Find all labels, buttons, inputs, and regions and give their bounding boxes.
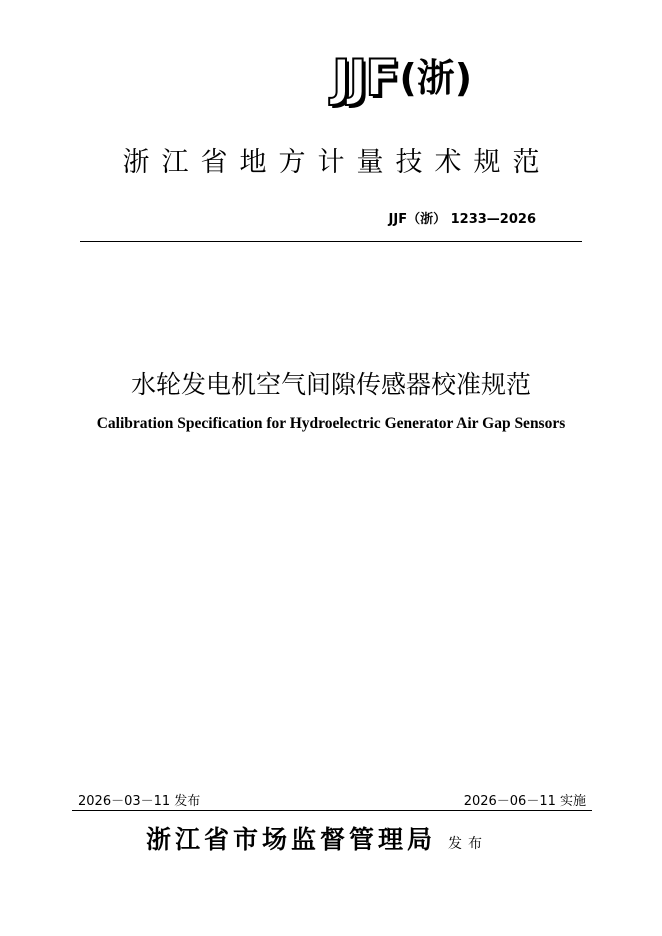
publisher-action: 发布 (448, 836, 489, 852)
document-title-zh: 水轮发电机空气间隙传感器校准规范 (130, 370, 531, 399)
logo-suffix: (浙) (399, 56, 473, 100)
footer-divider (72, 810, 592, 811)
issue-date: 2026－03－11 发布 (78, 794, 201, 809)
standard-code: JJF（浙） 1233—2026 (388, 212, 536, 227)
header-divider (80, 241, 582, 242)
standard-series-title: 浙江省地方计量技术规范 (122, 147, 552, 178)
jjf-logo (332, 50, 472, 106)
logo-mark: JJF (332, 49, 398, 107)
publisher-line (146, 820, 488, 856)
implementation-date: 2026－06－11 实施 (463, 794, 586, 809)
publisher-name: 浙江省市场监督管理局 (146, 825, 437, 854)
document-title-en: Calibration Specification for Hydroelectric Generator Air Gap Sensors (96, 415, 566, 432)
